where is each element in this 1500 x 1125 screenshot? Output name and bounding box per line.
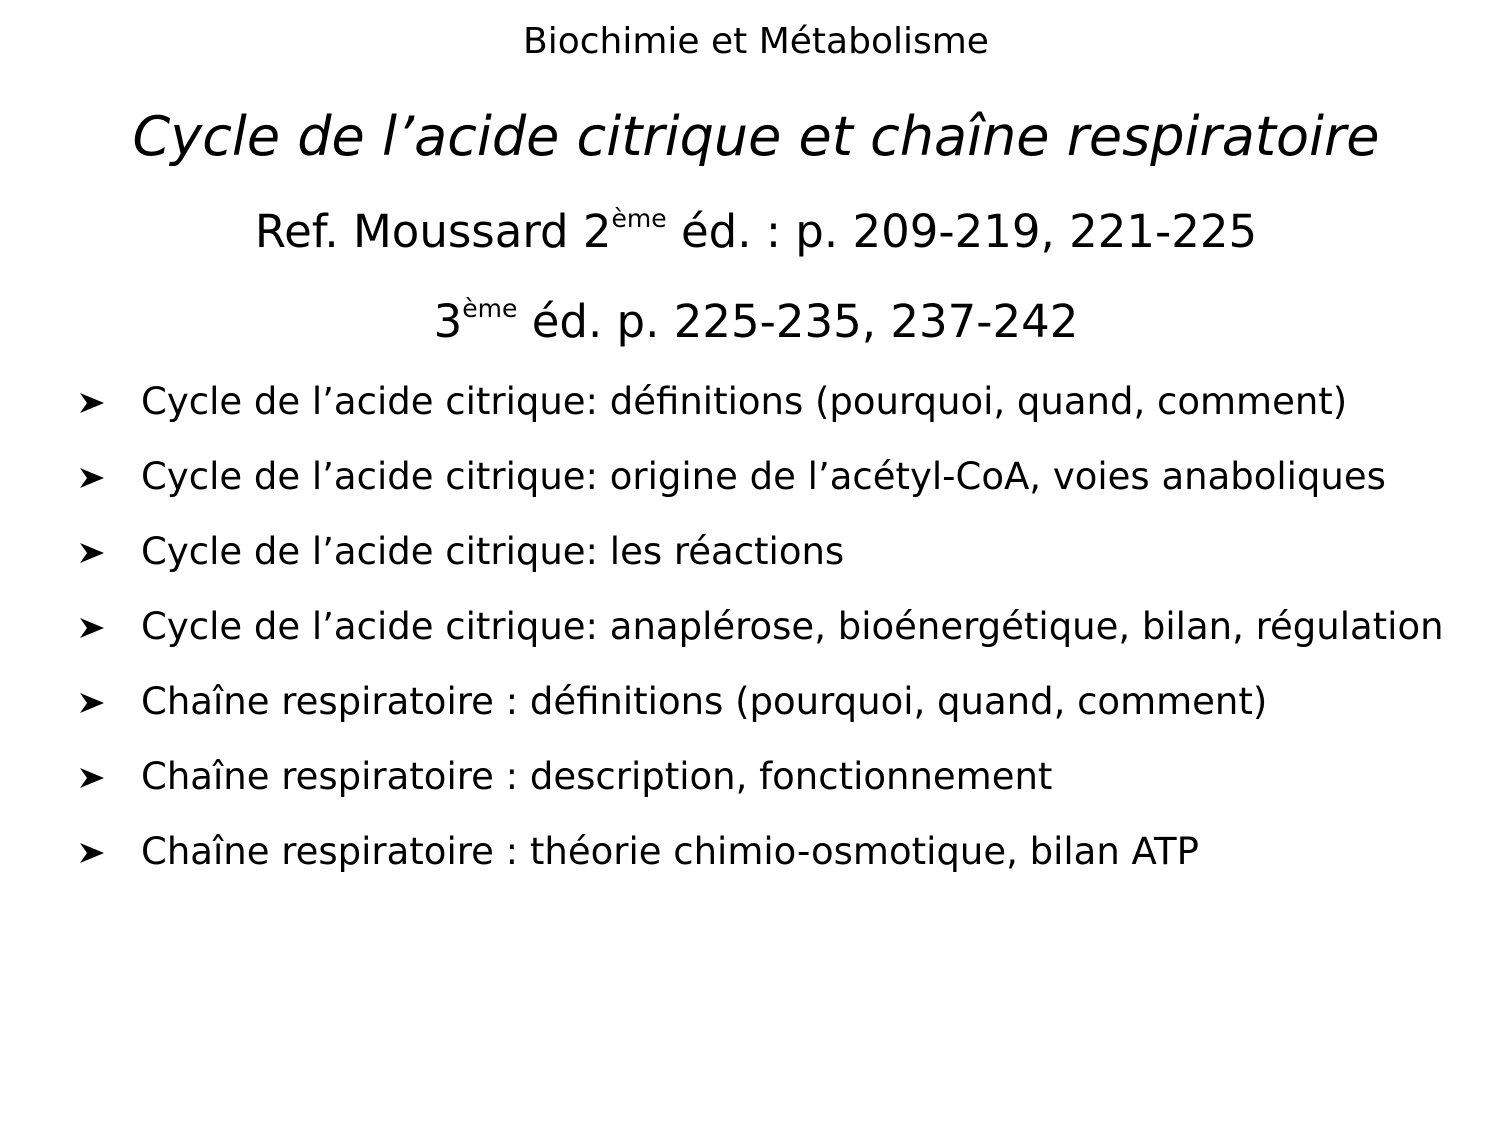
reference-line-1-superscript: ème	[611, 204, 667, 233]
arrowhead-bullet-icon	[79, 541, 105, 565]
list-item	[0, 828, 1500, 876]
list-item-text: Cycle de l’acide citrique: origine de l’acétyl-CoA, voies anaboliques	[141, 455, 1386, 498]
arrowhead-bullet-icon	[79, 691, 105, 715]
list-item	[0, 678, 1500, 726]
list-item	[0, 753, 1500, 801]
list-item	[0, 378, 1500, 426]
list-item-text: Cycle de l’acide citrique: les réactions	[141, 530, 845, 573]
arrowhead-bullet-icon	[79, 766, 105, 790]
list-item-text: Chaîne respiratoire : définitions (pourquoi, quand, comment)	[141, 680, 1268, 723]
course-title: Biochimie et Métabolisme	[523, 21, 989, 62]
arrowhead-bullet-icon	[79, 616, 105, 640]
arrowhead-bullet-icon	[79, 841, 105, 865]
list-item-text: Cycle de l’acide citrique: définitions (pourquoi, quand, comment)	[141, 380, 1348, 423]
list-item	[0, 453, 1500, 501]
arrowhead-bullet-icon	[79, 391, 105, 415]
reference-line-1-prefix: Ref. Moussard 2	[254, 205, 612, 258]
topic-list	[0, 378, 1500, 903]
reference-line-2	[0, 294, 1500, 350]
list-item-text: Chaîne respiratoire : théorie chimio-osmotique, bilan ATP	[141, 830, 1199, 873]
reference-line-1-suffix: éd. : p. 209-219, 221-225	[666, 205, 1258, 258]
reference-line-1	[0, 204, 1500, 260]
list-item-text: Chaîne respiratoire : description, fonctionnement	[141, 755, 1053, 798]
reference-line-2-superscript: ème	[462, 294, 518, 323]
arrowhead-bullet-icon	[79, 466, 105, 490]
reference-line-2-suffix: éd. p. 225-235, 237-242	[517, 295, 1079, 348]
main-title: Cycle de l’acide citrique et chaîne respiratoire	[132, 105, 1380, 168]
reference-line-2-prefix: 3	[433, 295, 463, 348]
list-item	[0, 528, 1500, 576]
list-item	[0, 603, 1500, 651]
list-item-text: Cycle de l’acide citrique: anaplérose, bioénergétique, bilan, régulation	[141, 605, 1444, 648]
